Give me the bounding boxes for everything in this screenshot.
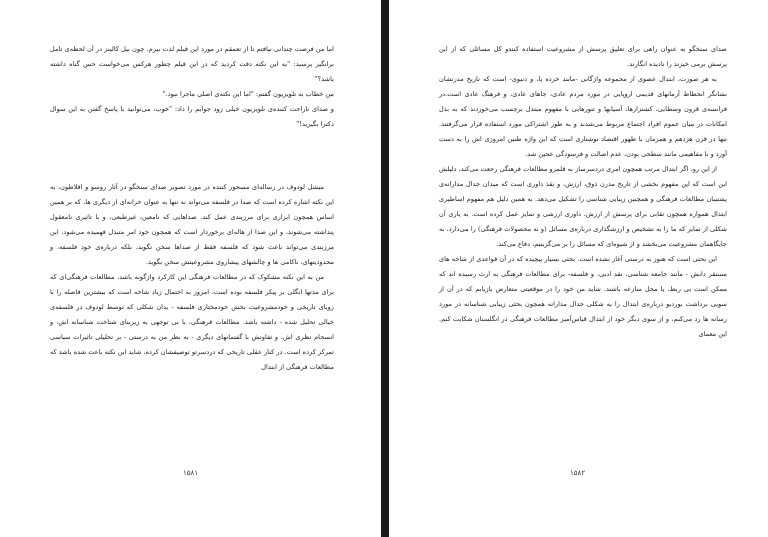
left-paragraph-4: میشل لودوف در رساله‌ای مسحور کننده در مورد تصویر صدای سنخگو در آثار روسو و افلاطون، به این نکته اشاره کرده است که صدا در فلسفه می‌تواند نه تنها به عنوان خزانه‌ای از دیگری ها، که بر همین اساس همچون ابزاری برای مرزبندی عمل کند. صداهایی که نامعین، غیرطبعی، و با تاثیری نامعقول پنداشته می‌شوند، و این صدا از هاله‌ای برخوردار است که همچون خود امر متبذل فهمیده می‌شود. این مرزبندی می‌تواند باعث شود که فلسفه فقط از صداها سخن نگوید، بلکه درباره‌ی خود فلسفه، و محدودیتهای، ناکامی ها و چالشهای پیشاروی مشروعیتش سخن بگوید. bbox=[50, 183, 334, 266]
left-paragraph-1: اما من فرصت چندانی نیافتم تا از تعمقم در مورد این فیلم لذت ببرم. چون بیل کالینز در آن لحظه‌ی تامل برانگیز پرسید: "به این نکته دقت کردید که در این فیلم چطور هرکس می‌خواست حس گناه داشته باشد؟" bbox=[50, 45, 334, 83]
right-page bbox=[389, 0, 768, 537]
book-gutter bbox=[381, 0, 389, 537]
right-paragraph-4: این بحثی است که هنوز به درستی آغاز نشده است. بحثی بسیار پیچیده که در آن قواعدی از شاخه های مستقر دانش - مانند جامعه شناسی، نقد ادبی، و فلسفه- برای مطالعات فرهنگی به ارث رسیده اند که ممکن است بی ربط، یا محل منازعه باشند. شاید من خود را در موقعیتی متعارض بازیابم که در آن از سویی برداشت بوردیو درباره‌ی ابتدال را به شکلی جدال مدارانه همچون بحثی زیبایی شناسانه در مورد رسانه ها رد می‌کنم، و از سوی دیگر خود از ابتدال قیاس‌آمیز مطالعات فرهنگی در انگلستان شکایت کنم. این معمای bbox=[439, 255, 727, 338]
right-page-text bbox=[439, 42, 727, 342]
left-page-text bbox=[50, 42, 334, 375]
right-paragraph-3: از این رو، اگر ابتدال مرتب همچون امری دردسرساز به قلمرو مطالعات فرهنگی رجعت می‌کند، دلیلش این است که این مفهوم بخشی از تاریخ مدرن ذوق، ارزش، و نقد داوری است که میدان جدال مدارانه‌ی پشتیبان مطالعات فرهنگی و همچنین زیبایی شناسی را تشکیل می‌دهد. به همین دلیل هم مفهوم اساطیری ابتدال همواره همچون نقابی برای پرسش از ارزش، داوری ارزشی و تمایز عمل کرده است. به یاری آن شکلی از تمایز که ما را به تشخیص و ارزشگذاری درباره‌ی مسائل (و نه محصولات فرهنگی) را می‌دارد، به جایگاهمان مشروعیت می‌بخشد و از شیوه‌ای که مسائل را بر می‌گزینیم، دفاع می‌کند. bbox=[439, 165, 727, 248]
right-paragraph-2: به هر صورت، ابتدال عضوی از مجموعه واژگانی -مانند خرده پا، و دنیوی- است که تاریخ مدرنشان نشانگر انحطاط آرمانهای قدیمی اروپایی در مورد مردم عادی، جاهای عادی، و فرهنگ عادی است.در فرانسه‌ی قرون وسطایی، کشتزارها، آسیابها و تنورهایی با مفهوم مبتذل برچسب می‌خوردند که به بذل امکانات در میان عموم افراد اجتماع مربوط می‌شدند و به طور اشتراکی مورد استفاده قرار می‌گرفتند. تنها در قرن هژدهم و همزمان با ظهور اقتصاد نوشتاری است که این واژه طنین امروزی اش را به دست آورد و با مفاهیمی مانند سطحی بودن، عدم اصالت و فرسودگی عجین شد. bbox=[439, 75, 727, 158]
left-paragraph-3: و صدای ناراحت کننده‌ی تلویزیون خیلی زود جوابم را داد: "خوب، می‌توانید با پاسخ گفتن به این سوال دکترا بگیرید!" bbox=[50, 105, 334, 128]
left-page bbox=[0, 0, 381, 537]
page-number-right: ۱۵۸۲ bbox=[570, 469, 586, 477]
left-paragraph-5: من به این نکته مشکوک که در مطالعات فرهنگی این کارکرد واژگونه باشد. مطالعات فرهنگی‌ای که برای مدتها انگلی بر پیکر فلسفه بوده است، امروز به احتمال زیاد شاخه است که بیشترین فاصله را با رویای تاریخی و خودمشروعیت بخش خودمختاری فلسفه - بدان شکلی که توسط لودوف در فلسفه‌ی خیالی تحلیل شده - داشته باشد. مطالعات فرهنگی، با بی توجهی به زیربنای شناخت شناسانه اش، و انسجام نظری اش، و تفاوتش با گفتمانهای دیگری - به نظر من به درستی - بر تحلیلی تاثیرات سیاسی تمرکز کرده است. در کنار عقلی تاریخی که دردسرتو توصیفشان کرده، شاید این نکته باعث شده باشد که مطالعات فرهنگی از ابتدال bbox=[50, 273, 334, 371]
right-paragraph-1: صدای سنخگو به عنوان راهی برای تعلیق پرسش از مشروعیت استفاده کنندو کل مسائلی که از این پرسش برمی خیزند را نادیده انگارند. bbox=[439, 45, 727, 68]
left-paragraph-2: من خطاب به تلویزیون گفتم: "اما این نکته‌ی اصلی ماجرا نبود." bbox=[162, 90, 334, 98]
page-number-left: ۱۵۸۱ bbox=[183, 469, 199, 477]
